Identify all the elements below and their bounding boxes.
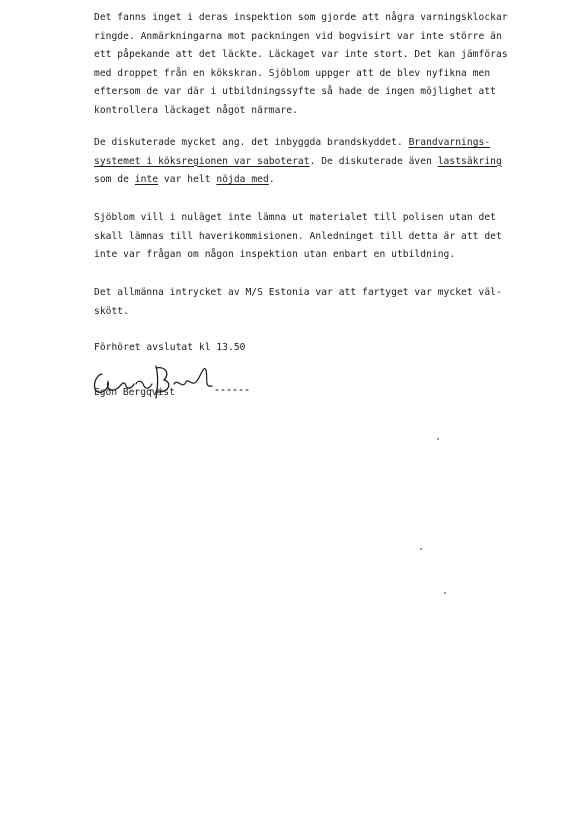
text-line: Det fanns inget i deras inspektion som gjorde att några varningsklockar — [94, 12, 508, 23]
text-line: Sjöblom vill i nuläget inte lämna ut materialet till polisen utan det — [94, 212, 496, 223]
scan-speck — [444, 592, 446, 594]
text-segment: var helt — [158, 174, 217, 185]
paragraph-inspection — [94, 9, 544, 120]
paragraph-fire-protection — [94, 134, 544, 190]
underlined-text: nöjda med — [216, 174, 269, 185]
text-line — [94, 171, 544, 190]
signer-name: Egon Bergqvist — [94, 387, 175, 398]
text-line: Det allmänna intrycket av M/S Estonia var att fartyget var mycket väl- — [94, 287, 502, 298]
underlined-text: inte — [134, 174, 159, 185]
scan-speck — [437, 438, 439, 440]
paragraph-material — [94, 209, 544, 265]
text-line: Förhöret avslutat kl 13.50 — [94, 342, 246, 353]
text-line — [94, 134, 544, 153]
text-line: med droppet från en kökskran. Sjöblom uppger att de blev nyfikna men — [94, 67, 491, 79]
text-line: skött. — [94, 305, 129, 317]
text-line: skall lämnas till haverikommisionen. Anledninget till detta är att det — [94, 230, 502, 242]
paragraph-impression — [94, 284, 544, 321]
text-line: inte var frågan om någon inspektion utan enbart en utbildning. — [94, 249, 456, 260]
text-line: kontrollera läckaget något närmare. — [94, 104, 298, 116]
text-line — [94, 153, 544, 172]
closing-statement — [94, 339, 544, 358]
underlined-text: lastsäkring — [437, 155, 502, 167]
text-segment: De diskuterade mycket ang. det inbyggda brandskyddet. — [94, 137, 409, 148]
text-segment: . — [268, 174, 275, 185]
scan-speck — [420, 548, 422, 550]
text-line: eftersom de var där i utbildningssyfte så hade de ingen möjlighet att — [94, 86, 496, 97]
text-line: ett påpekande att det läckte. Läckaget var inte stort. Det kan jämföras — [94, 49, 508, 60]
underlined-text: Brandvarnings- — [408, 137, 491, 148]
text-segment: . De diskuterade även — [309, 155, 438, 167]
text-segment: som de — [94, 174, 135, 185]
underlined-text: systemet i köksregionen var saboterat — [94, 155, 310, 167]
text-line: ringde. Anmärkningarna mot packningen vid bogvisirt var inte större än — [94, 30, 502, 42]
